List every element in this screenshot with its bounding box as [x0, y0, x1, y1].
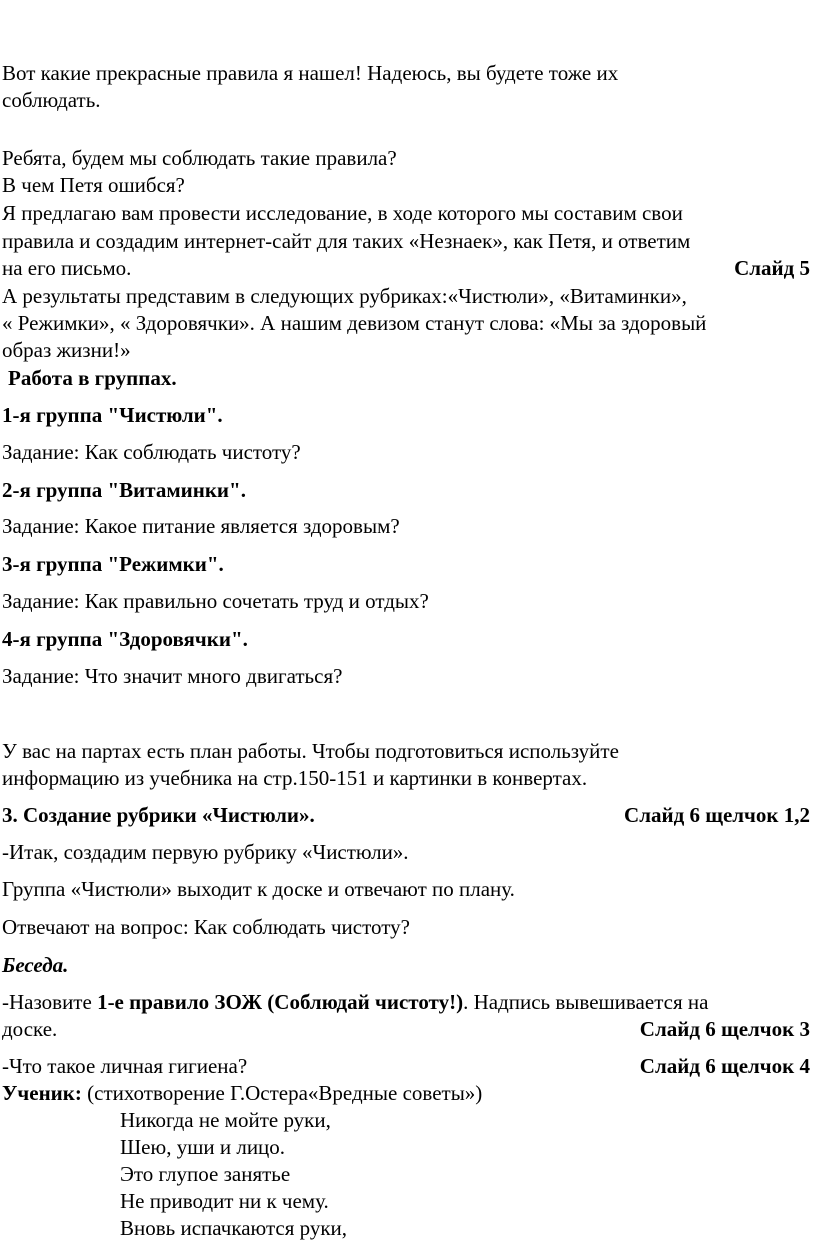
intro-line-1: Вот какие прекрасные правила я нашел! Надеюсь, вы будете тоже их	[2, 61, 619, 85]
student-text: (стихотворение Г.Остера«Вредные советы»)	[81, 1081, 483, 1105]
section-3-line-1: -Итак, создадим первую рубрику «Чистюли».	[2, 840, 409, 864]
groups-heading: Работа в группах.	[8, 366, 177, 390]
proposal-line-2: правила и создадим интернет-сайт для таких «Незнаек», как Петя, и ответим	[2, 229, 691, 253]
proposal-line-3	[2, 255, 810, 281]
poem-line-3: Это глупое занятье	[120, 1162, 291, 1186]
hygiene-question: -Что такое личная гигиена?	[2, 1054, 248, 1078]
slide-5-label: Слайд 5	[734, 256, 810, 280]
intro-line-2: соблюдать.	[2, 88, 101, 112]
group-4-task: Задание: Что значит много двигаться?	[2, 664, 343, 688]
group-2-task: Задание: Какое питание является здоровым?	[2, 514, 400, 538]
poem-line-2: Шею, уши и лицо.	[120, 1135, 286, 1159]
proposal-line-1: Я предлагаю вам провести исследование, в ходе которого мы составим свои	[2, 201, 683, 225]
group-1-task: Задание: Как соблюдать чистоту?	[2, 440, 301, 464]
group-3-title: 3-я группа "Режимки".	[2, 552, 224, 576]
rule-line-2	[2, 1016, 810, 1042]
student-label: Ученик:	[2, 1081, 82, 1105]
section-3-heading	[2, 802, 810, 828]
question-rules: Ребята, будем мы соблюдать такие правила?	[2, 146, 397, 170]
rubrics-line-3: образ жизни!»	[2, 338, 131, 362]
group-1-title: 1-я группа "Чистюли".	[2, 403, 223, 427]
section-3-line-2: Группа «Чистюли» выходит к доске и отвечают по плану.	[2, 877, 515, 901]
beseda-heading: Беседа.	[2, 953, 69, 977]
section-3-title: 3. Создание рубрики «Чистюли».	[2, 803, 315, 827]
question-petya: В чем Петя ошибся?	[2, 173, 185, 197]
group-2-title: 2-я группа "Витаминки".	[2, 478, 246, 502]
rule-title: 1-е правило ЗОЖ (Соблюдай чистоту!)	[97, 990, 464, 1014]
rubrics-line-2: « Режимки», « Здоровячки». А нашим девизом станут слова: «Мы за здоровый	[2, 311, 707, 335]
plan-line-2: информацию из учебника на стр.150-151 и картинки в конвертах.	[2, 766, 588, 790]
section-3-line-3: Отвечают на вопрос: Как соблюдать чистоту?	[2, 915, 410, 939]
poem-line-1: Никогда не мойте руки,	[120, 1108, 331, 1132]
group-3-task: Задание: Как правильно сочетать труд и отдых?	[2, 589, 429, 613]
rule-continuation: доске.	[2, 1017, 58, 1041]
hygiene-line	[2, 1053, 810, 1079]
student-line	[2, 1080, 810, 1106]
group-4-title: 4-я группа "Здоровячки".	[2, 627, 248, 651]
slide-6-click-1-2-label: Слайд 6 щелчок 1,2	[624, 803, 810, 827]
poem-line-5: Вновь испачкаются руки,	[120, 1216, 348, 1240]
rule-prefix: -Назовите	[2, 990, 98, 1014]
slide-6-click-3-label: Слайд 6 щелчок 3	[639, 1017, 810, 1041]
slide-6-click-4-label: Слайд 6 щелчок 4	[639, 1054, 810, 1078]
rubrics-line-1: А результаты представим в следующих рубриках:«Чистюли», «Витаминки»,	[2, 284, 687, 308]
poem-line-4: Не приводит ни к чему.	[120, 1189, 329, 1213]
rule-line	[2, 989, 810, 1015]
proposal-text: на его письмо.	[2, 256, 132, 280]
rule-suffix: . Надпись вывешивается на	[463, 990, 709, 1014]
plan-line-1: У вас на партах есть план работы. Чтобы подготовиться используйте	[2, 739, 619, 763]
